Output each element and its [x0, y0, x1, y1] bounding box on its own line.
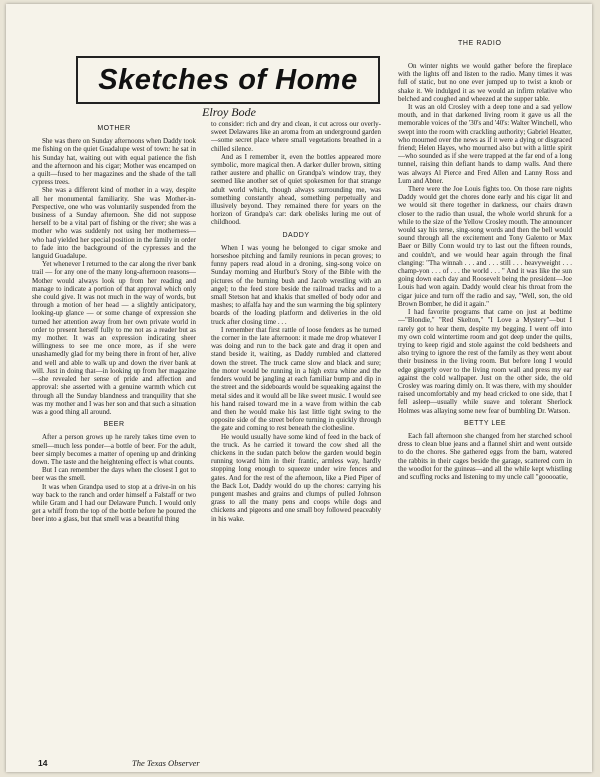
paragraph: On winter nights we would gather before the fireplace with the lights off and listen to the radio. Many times it was full of static, but no one ever jumped up to twist a knob or shake it. We indulged it as we would an infirm relative who belched and coughed and wheezed at the supper table. — [398, 62, 572, 103]
paragraph: He would usually have some kind of feed in the back of the truck. As he carried it toward the cow shed all the chickens in the sudan patch below the garden would begin running toward him in their frantic, armless way, hardly stopping long enough to squeeze under wire fences and gates. And for the rest of the afternoon, like a Pied Piper of the Back Lot, Daddy would do up the chores: carrying his pungent mashes and grains and clumps of pulled Johnson grass to all the many pens and coops while dogs and chickens and pigeons and one small boy followed peaceably in his wake. — [211, 432, 381, 523]
paragraph: It was an old Crosley with a deep tone and a sad yellow mouth, and in that darkened living room it gave us all the memorable voices of the '30's and '40's: Walter Winchell, who swept into the room with crackling authority; Gabriel Heatter, who mourned over the news as if it were a dying or disgraced friend; Helen Hayes, who mourned also but with a little spirit—who sounded as if she were trapped at the far end of a long tunnel, raising thin defiant hands to damp walls. And there was always Al Pierce and Fred Allen and Lanny Ross and Lum and Abner. — [398, 103, 572, 185]
paragraph: After a person grows up he rarely takes time even to smell—much less ponder—a bottle of beer. For the adult, beer simply becomes a matter of opening up and drinking down. The taste and the heightening effect is what counts. — [32, 433, 196, 466]
paragraph: I had favorite programs that came on just at bedtime—"Blondie," "Red Skelton," "I Love a Mystery"—but I rarely got to hear them, despite my begging. I went off into my own cold wintertime room and got deep under the quilts, trying to keep rigid and stole against the cold bedsheets and also trying to ignore the rest of the family as they went about their business in the living room. But before long I would edge gingerly over to the living room wall and press my ear against the cold wallpaper. Just on the other side, the old Crosley was roaring dimly on. It was there, with my shoulder raised uncomfortably and my head cricked to one side, that I fell asleep—usually while suave and tolerant Sherlock Holmes was allaying some new fear of bumbling Dr. Watson. — [398, 308, 572, 415]
section-heading-betty-lee: BETTY LEE — [463, 419, 507, 427]
section-heading-mother: MOTHER — [97, 125, 131, 132]
column-1 — [32, 120, 196, 754]
column-3 — [398, 62, 572, 754]
title-box — [76, 56, 380, 104]
page-title: Sketches of Home — [98, 63, 358, 96]
magazine-page — [6, 4, 592, 772]
paragraph: When I was young he belonged to cigar smoke and horseshoe pitching and family reunions in pecan groves; to funny papers read aloud in a droning, sing-song voice on Sunday morning and Hurlbut's Story of the Bible with the pictures of the burning bush and Jacob wrestling with an angel; to the feed store beside the railroad tracks and to a small Stetson hat and khakis that smelled of body odor and mashes; to alfalfa hay and the sun warming the big splintery boards of the loading platform and deliveries in the old truck after closing time . . . — [211, 243, 381, 326]
publication-name: The Texas Observer — [132, 758, 200, 768]
column-2 — [211, 120, 381, 754]
section-heading-beer: BEER — [103, 421, 125, 429]
paragraph: And as I remember it, even the bottles appeared more symbolic, more magical then. A darker duller brown, sitting rather austere and phallic on Grandpa's window tray, they seemed like another set of quiet spokesmen for that strange adult world which, though always surrounding me, was something constantly ahead, something perpetually and illusively beyond. They remained there for years on the horizon of Grandpa's car: dark obelisks luring me out of childhood. — [211, 152, 381, 227]
paragraph: I remember that first rattle of loose fenders as he turned the corner in the late afternoon: it made me drop whatever I was doing and run to the back gate and drag it open and stand beside it, waiting, as Daddy rumbled and clattered down the street. The truck came slow and black and sure; the motor would be running in a high extra whine and the fenders would be jangling at each familiar bump and dip in the street and the sideboards would be squeaking against the metal sides and it would all be like sweet music. I would see his hand raised toward me in a wave from within the cab and then he would make his last little tight swing to the opposite side of the street before turning in quickly through the gate and coming to rest beneath the clothesline. — [211, 325, 381, 433]
section-heading-daddy: DADDY — [282, 231, 310, 239]
paragraph: to consider: rich and dry and clean, it cut across our overly-sweet Delawares like an aroma from an underground garden—some secret place where small vegetations breathed in a chilled silence. — [211, 120, 381, 153]
byline: Elroy Bode — [202, 105, 256, 119]
paragraph: It was when Grandpa used to stop at a drive-in on his way back to the ranch and order himself a Falstaff or two while Gram and I had our Delaware Punch. I would only get a whiff from the top of the bottle before he poured the beer into a glass, but that smell was a beautiful thing — [32, 482, 196, 524]
page-number: 14 — [38, 758, 48, 768]
paragraph: She was a different kind of mother in a way, despite all her monumental familiarity. She was Mother-in-Perspective, one who was voluntarily suspended from the business of a Sunday afternoon. She did not suppose herself to be a vital part of fishing or the river; she was a mother who was suddenly not using her motherness—who had yielded her special position in the family in order to fade into the background of the cypresses and the languid Guadalupe. — [32, 186, 196, 261]
running-head: THE RADIO — [458, 40, 502, 47]
paragraph: Each fall afternoon she changed from her starched school dress to clean blue jeans and a flannel shirt and went outside to do the chores. She gathered eggs from the barn, watered the rabbits in their cages beside the garage, scattered corn in the woodlot for the guineas—and all the while kept whistling and scuffing rocks and listening to my uncle call "gooooatie, — [398, 431, 572, 481]
paragraph: She was there on Sunday afternoons when Daddy took me fishing on the quiet Guadalupe west of town: he sat in his Sunday hat, waiting out with equal patience the fish and the afternoon and his cigar; Mother was encamped on a quilt—fused to her magazines and the shade of the tall cypress trees. — [32, 137, 196, 187]
paragraph: Yet whenever I returned to the car along the river bank trail — for any one of the many long-afternoon reasons—Mother would always look up from her reading and manage to indicate a portion of that approval which only she could give. It was not much in the way of words, but through a motion of her head — a slightly anticipatory, looking-up glance — or some change of expression she turned her attention away from her own private world in order to present herself fully to me not as a reader but as my mother. It was an expression indicating sheer willingness to see me once more, as if she were unashamedly glad for my being there in front of her, alive and well and able to walk up and down the river bank at will. Just in doing that—in looking up from her magazine—she revealed her sense of pride and affection and approval: she asserted with a genuine warmth which cut through all the Sunday blandness and tranquility that she was my mother and I was her son and that such a situation was a good thing all around. — [32, 260, 196, 416]
paragraph: But I can remember the days when the closest I got to beer was the smell. — [32, 466, 196, 483]
paragraph: There were the Joe Louis fights too. On those rare nights Daddy would get the chores done early and his cigar lit and we would sit there together in darkness, our chairs drawn closer to the radio than usual, the whole world shrunk for a while to the size of the Yellow Crosley mouth. The announcer would say his terse, sing-song words and then the bell would sound through all the excitement and Tony Galento or Max Baer or Billy Conn would try to last out the fifteen rounds, and couldn't, and we would hear again through the final clanging: "Tha winnah . . . and . . . still . . . heavyweight . . . champ-yon . . . of . . . the world . . . " And it was like the sun going down each day and Roosevelt being the president—Joe Louis had won again. Daddy would clear his throat from the cigar juice and turn off the radio and say, "Well, son, the old Brown Bomber, he did it again." — [398, 185, 572, 308]
